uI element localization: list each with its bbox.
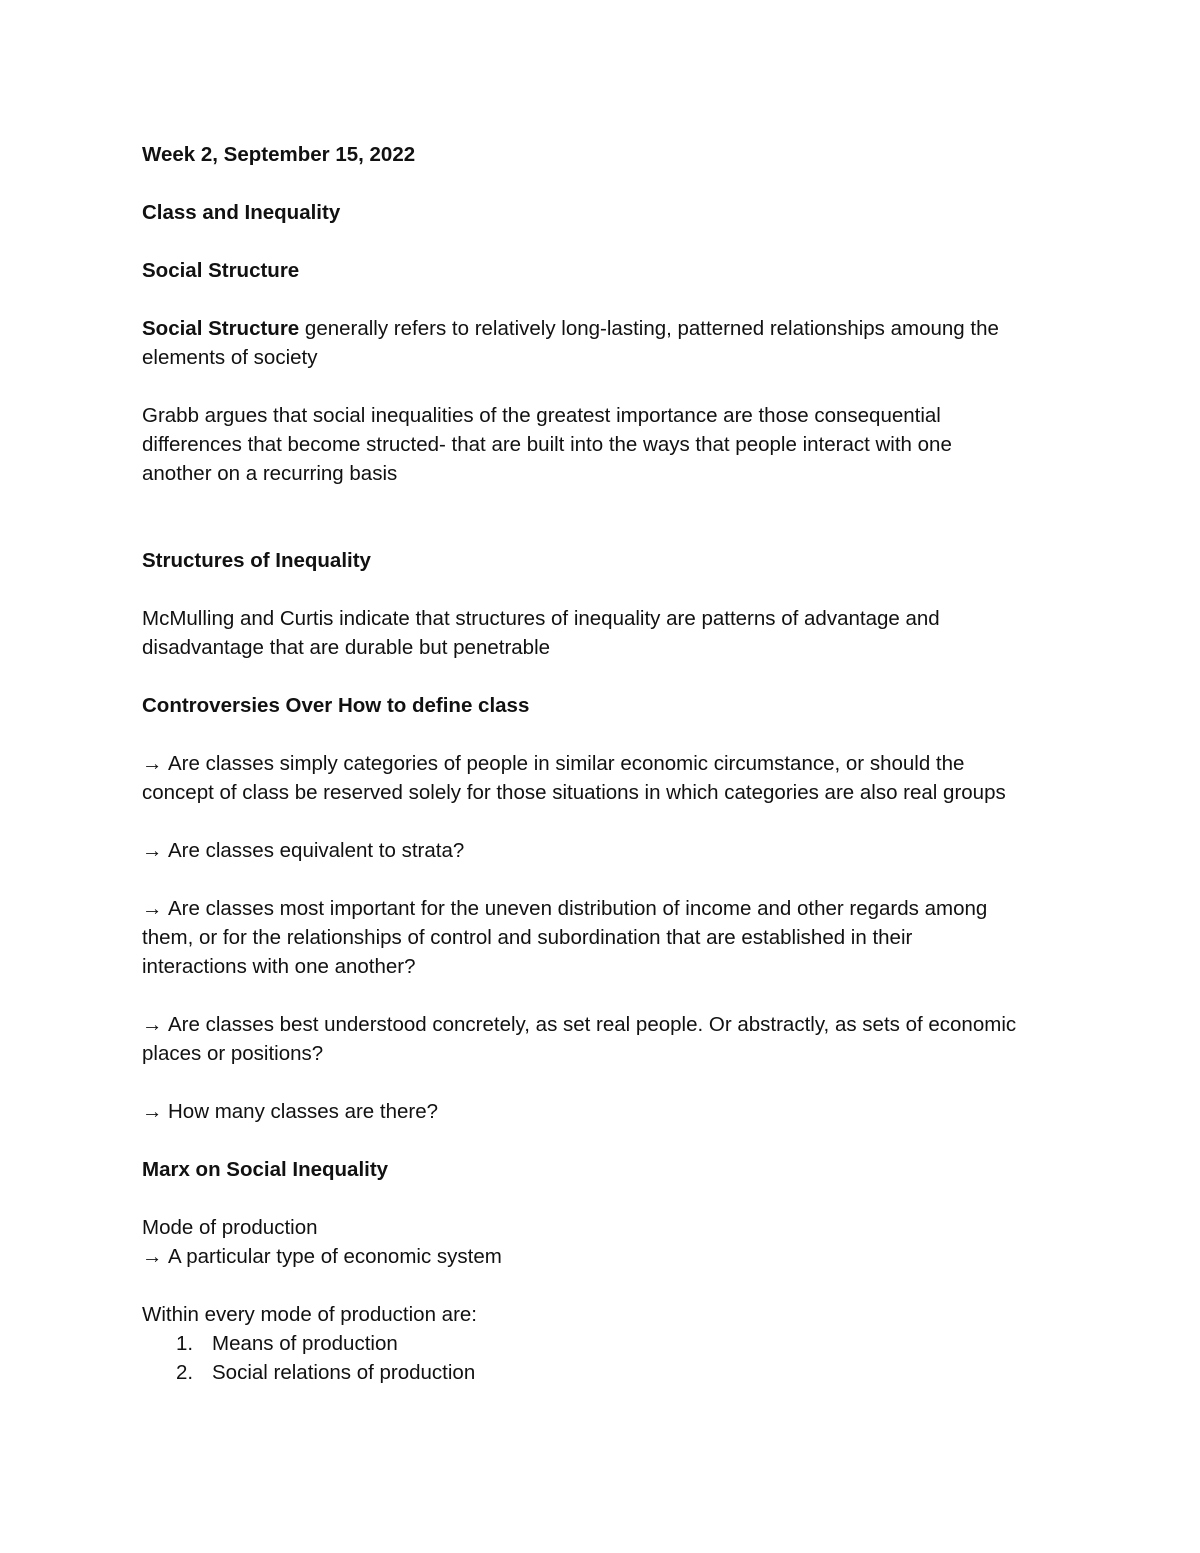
document-page [142, 140, 1062, 1387]
arrow-icon: → [142, 1100, 163, 1123]
section-heading-structures-of-inequality: Structures of Inequality [142, 549, 371, 572]
arrow-icon: → [142, 1245, 163, 1268]
question-1-line2: concept of class be reserved solely for those situations in which categories are also real groups [142, 781, 1006, 804]
grabb-paragraph-line3: another on a recurring basis [142, 462, 398, 485]
section-heading-controversies: Controversies Over How to define class [142, 694, 530, 717]
definition-term: Social Structure [142, 317, 300, 340]
question-3-line1: → Are classes most important for the uneven distribution of income and other regards among [142, 894, 1062, 923]
definition-text: generally refers to relatively long-lasting, patterned relationships amoung the [299, 317, 999, 340]
arrow-icon: → [142, 897, 163, 920]
section-heading-marx: Marx on Social Inequality [142, 1158, 389, 1181]
mode-of-production-label: Mode of production [142, 1216, 318, 1239]
question-3-line2: them, or for the relationships of control and subordination that are established in their [142, 926, 913, 949]
arrow-icon: → [142, 839, 163, 862]
social-structure-definition [142, 314, 1062, 343]
question-1-line1: → Are classes simply categories of people in similar economic circumstance, or should the [142, 749, 1062, 778]
arrow-icon: → [142, 1013, 163, 1036]
date-heading: Week 2, September 15, 2022 [142, 143, 416, 166]
arrow-icon: → [142, 752, 163, 775]
list-item: 1. Means of production [176, 1332, 398, 1355]
definition-text-line2: elements of society [142, 346, 318, 369]
question-3-line3: interactions with one another? [142, 955, 416, 978]
within-mode-label: Within every mode of production are: [142, 1303, 477, 1326]
list-item: 2. Social relations of production [176, 1361, 476, 1384]
mode-of-production-definition: → A particular type of economic system [142, 1242, 1062, 1271]
question-4-line1: → Are classes best understood concretely, as set real people. Or abstractly, as sets of economic [142, 1010, 1062, 1039]
grabb-paragraph-line1: Grabb argues that social inequalities of the greatest importance are those consequential [142, 404, 941, 427]
page-title: Class and Inequality [142, 201, 341, 224]
structures-paragraph-line1: McMulling and Curtis indicate that structures of inequality are patterns of advantage and [142, 607, 940, 630]
grabb-paragraph-line2: differences that become structed- that are built into the ways that people interact with one [142, 433, 952, 456]
question-5-line1: → How many classes are there? [142, 1097, 1062, 1126]
numbered-list [142, 1329, 1062, 1387]
structures-paragraph-line2: disadvantage that are durable but penetrable [142, 636, 551, 659]
question-4-line2: places or positions? [142, 1042, 324, 1065]
section-heading-social-structure: Social Structure [142, 259, 300, 282]
question-2-line1: → Are classes equivalent to strata? [142, 836, 1062, 865]
